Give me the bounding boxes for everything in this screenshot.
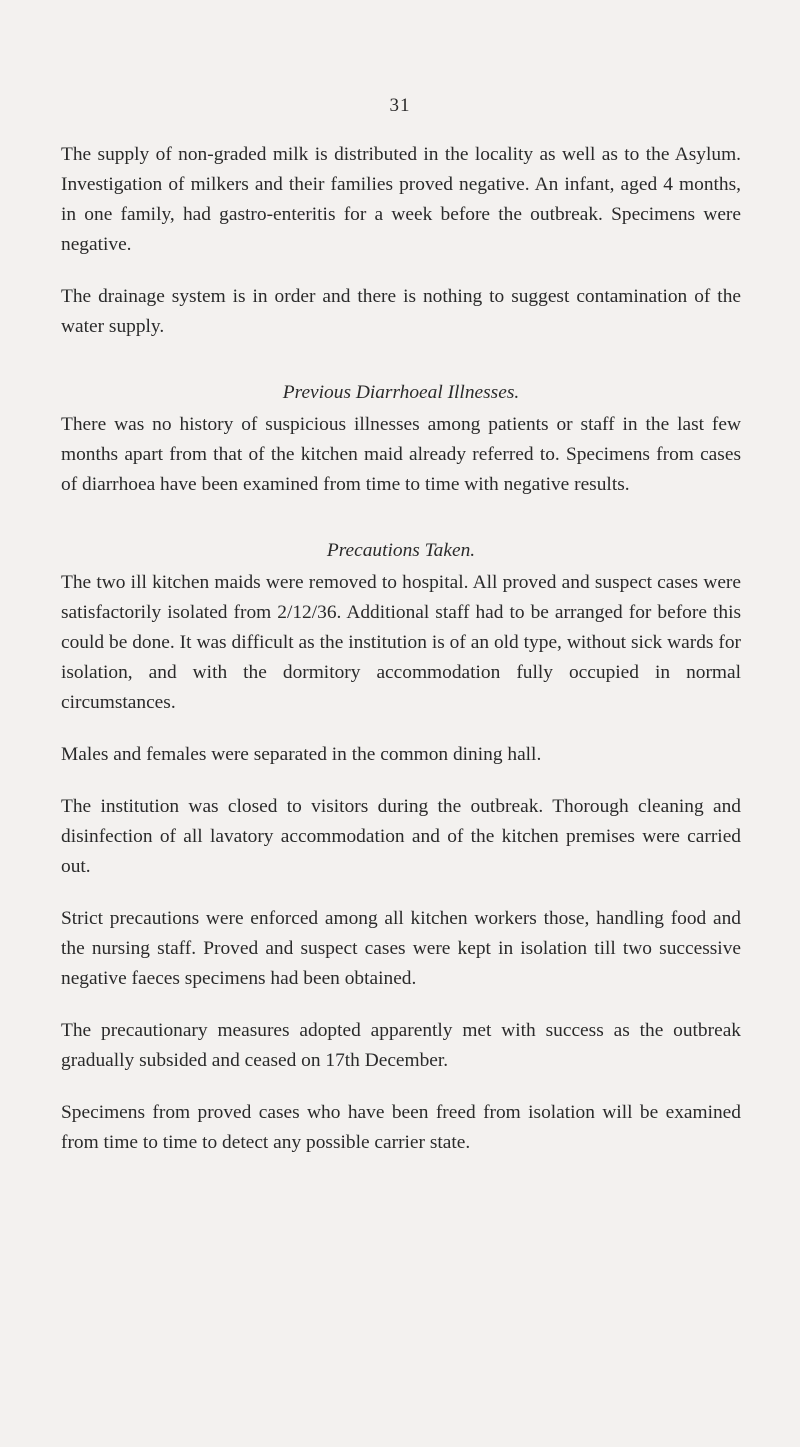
- paragraph-drainage: The drainage system is in order and there is nothing to suggest contamination of the water supply.: [61, 286, 741, 337]
- heading-previous-illnesses: Previous Diarrhoeal Illnesses.: [282, 382, 520, 403]
- paragraph-strict-precautions: Strict precautions were enforced among all kitchen workers those, handling food and the nursing staff. Proved and suspect cases were kept in isolation till two successive negative faeces specimens had been obtained.: [61, 908, 741, 989]
- page-number: 31: [389, 95, 411, 116]
- paragraph-removal-isolation: The two ill kitchen maids were removed to hospital. All proved and suspect cases were satisfactorily isolated from 2/12/36. Additional staff had to be arranged for before this could be done. It was difficult as the institution is of an old type, without sick wards for isolation, and with the dormitory accommodation fully occupied in normal circumstances.: [61, 572, 741, 713]
- heading-precautions: Precautions Taken.: [326, 540, 476, 561]
- paragraph-previous-illnesses: There was no history of suspicious illnesses among patients or staff in the last few months apart from that of the kitchen maid already referred to. Specimens from cases of diarrhoea have been examined from time to time with negative results.: [61, 414, 741, 495]
- paragraph-visitors-cleaning: The institution was closed to visitors during the outbreak. Thorough cleaning and disinfection of all lavatory accommodation and of the kitchen premises were carried out.: [61, 796, 741, 877]
- paragraph-follow-up: Specimens from proved cases who have been freed from isolation will be examined from time to time to detect any possible carrier state.: [61, 1102, 741, 1153]
- paragraph-milk-supply: The supply of non-graded milk is distributed in the locality as well as to the Asylum. Investigation of milkers and their families proved negative. An infant, aged 4 months, in one family, had gastro-enteritis for a week before the outbreak. Specimens were negative.: [61, 144, 741, 255]
- document-body: [61, 140, 741, 1158]
- paragraph-dining-hall: Males and females were separated in the common dining hall.: [61, 744, 542, 765]
- paragraph-outcome: The precautionary measures adopted apparently met with success as the outbreak gradually subsided and ceased on 17th December.: [61, 1020, 741, 1071]
